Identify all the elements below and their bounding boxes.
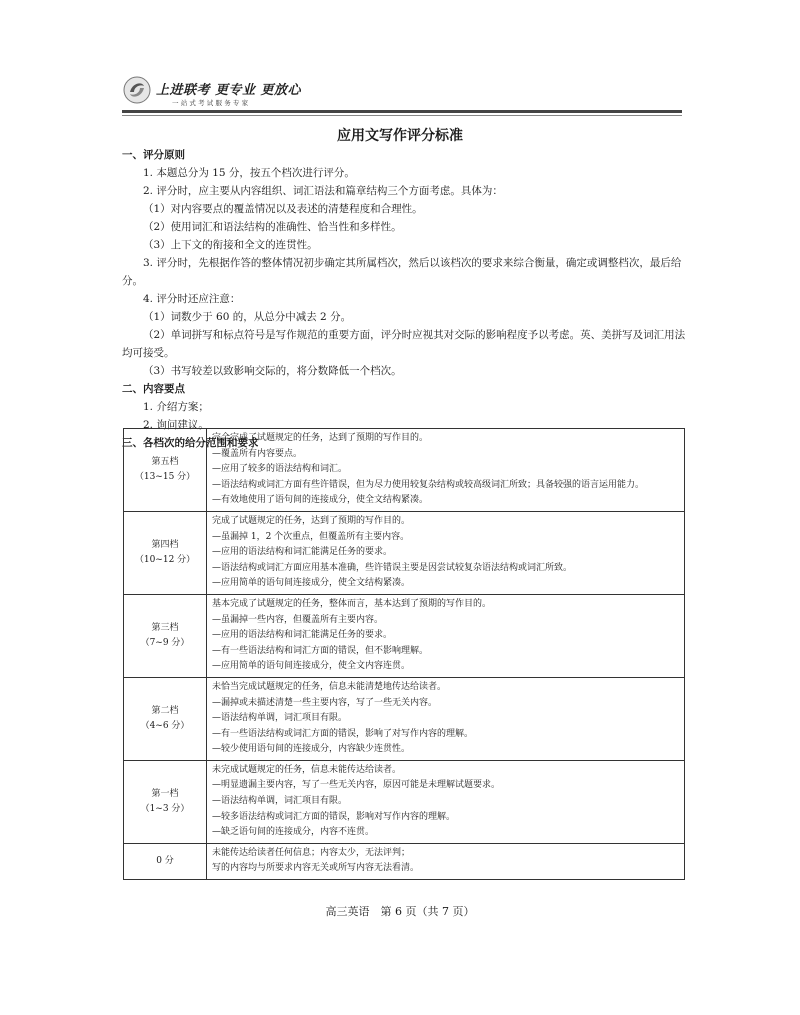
grade-line: —有一些语法结构或词汇方面的错误，影响了对写作内容的理解。 <box>212 728 474 739</box>
header-rule <box>122 110 682 113</box>
grade-line: —有一些语法结构和词汇方面的错误，但不影响理解。 <box>212 645 429 656</box>
content-point: 1. 介绍方案； <box>143 401 209 413</box>
grade-line: —语法结构单调，词汇项目有限。 <box>212 796 348 807</box>
grade-level-cell <box>124 429 207 512</box>
table-row <box>124 760 685 843</box>
grade-description <box>207 594 685 677</box>
grade-line: —缺乏语句间的连接成分，内容不连贯。 <box>212 827 375 838</box>
principle-item: 3. 评分时，先根据作答的整体情况初步确定其所属档次，然后以该档次的要求来综合衡量，确定或调整档次，最后给分。 <box>122 257 682 287</box>
grade-line: 完成了试题规定的任务，达到了预期的写作目的。 <box>212 515 411 526</box>
grade-range: （10~12 分） <box>134 554 196 565</box>
grade-line: —语法结构单调，词汇项目有限。 <box>212 713 348 724</box>
table-row <box>124 511 685 594</box>
table-row <box>124 429 685 512</box>
grade-line: —应用简单的语句间连接成分，使全文内容连贯。 <box>212 661 411 672</box>
grade-description <box>207 429 685 512</box>
grade-description <box>207 677 685 760</box>
principle-item: （2）使用词汇和语法结构的准确性、恰当性和多样性。 <box>143 221 402 233</box>
grade-line: —虽漏掉一些内容，但覆盖所有主要内容。 <box>212 614 384 625</box>
grade-description <box>207 511 685 594</box>
page-title: 应用文写作评分标准 <box>337 128 463 144</box>
grade-level-cell <box>124 843 207 879</box>
grade-line: —覆盖所有内容要点。 <box>212 448 303 459</box>
page-header <box>122 73 682 115</box>
grade-line: —较少使用语句间的连接成分，内容缺少连贯性。 <box>212 744 411 755</box>
table-row <box>124 843 685 879</box>
grade-line: —应用简单的语句间连接成分，使全文结构紧凑。 <box>212 578 411 589</box>
grade-line: 基本完成了试题规定的任务，整体而言，基本达到了预期的写作目的。 <box>212 598 492 609</box>
brand-subtitle: 一站式考试服务专家 <box>172 99 251 107</box>
grade-level-cell <box>124 677 207 760</box>
grade-range: （4~6 分） <box>140 720 190 731</box>
grade-level: 0 分 <box>156 855 174 866</box>
grade-line: —有效地使用了语句间的连接成分，使全文结构紧凑。 <box>212 495 429 506</box>
grade-range: （13~15 分） <box>134 471 196 482</box>
grade-line: 写的内容均与所要求内容无关或所写内容无法看清。 <box>212 863 420 874</box>
table-row <box>124 594 685 677</box>
grade-level: 第五档 <box>151 456 179 467</box>
grade-level: 第一档 <box>151 788 179 799</box>
grade-line: —应用的语法结构和词汇能满足任务的要求。 <box>212 630 393 641</box>
grade-line: 未完成试题规定的任务，信息未能传达给读者。 <box>212 764 402 775</box>
grade-level-cell <box>124 594 207 677</box>
grade-line: —应用的语法结构和词汇能满足任务的要求。 <box>212 547 393 558</box>
grade-range: （7~9 分） <box>140 637 190 648</box>
principle-item: 1. 本题总分为 15 分，按五个档次进行评分。 <box>143 167 355 179</box>
grade-line: —语法结构或词汇方面应用基本准确，些许错误主要是因尝试较复杂语法结构或词汇所致。 <box>212 562 573 573</box>
grade-line: —较多语法结构或词汇方面的错误，影响对写作内容的理解。 <box>212 811 456 822</box>
grade-line: —明显遗漏主要内容，写了一些无关内容，原因可能是未理解试题要求。 <box>212 780 501 791</box>
principle-item: 2. 评分时，应主要从内容组织、词汇语法和篇章结构三个方面考虑。具体为： <box>143 185 503 197</box>
grade-line: 未能传达给读者任何信息；内容太少，无法评判； <box>212 847 411 858</box>
grade-level: 第四档 <box>151 539 179 550</box>
grade-level: 第三档 <box>151 622 179 633</box>
note-item: （2）单词拼写和标点符号是写作规范的重要方面，评分时应视其对交际的影响程度予以考虑。英、美拼写及词汇用法均可接受。 <box>122 329 686 359</box>
grading-table <box>123 428 685 880</box>
note-item: （1）词数少于 60 的，从总分中减去 2 分。 <box>143 311 352 323</box>
grade-line: —虽漏掉 1，2 个次重点，但覆盖所有主要内容。 <box>212 531 410 542</box>
section-heading-1: 一、评分原则 <box>122 149 185 161</box>
principle-item: 4. 评分时还应注意： <box>143 293 241 305</box>
grade-line: —漏掉或未描述清楚一些主要内容，写了一些无关内容。 <box>212 697 438 708</box>
grade-description <box>207 843 685 879</box>
scoring-principles <box>122 146 688 452</box>
grade-level-cell <box>124 760 207 843</box>
section-heading-2: 二、内容要点 <box>122 383 185 395</box>
grade-line: —应用了较多的语法结构和词汇。 <box>212 464 348 475</box>
section-heading-3: 三、各档次的给分范围和要求 <box>122 437 259 449</box>
grade-range: （1~3 分） <box>140 803 190 814</box>
grade-level-cell <box>124 511 207 594</box>
content-point: 2. 询问建议。 <box>143 419 209 431</box>
grade-line: —语法结构或词汇方面有些许错误，但为尽力使用较复杂结构或较高级词汇所致；具备较强的语言运用能力。 <box>212 479 645 490</box>
page-footer: 高三英语 第 6 页（共 7 页） <box>325 905 475 918</box>
principle-item: （1）对内容要点的覆盖情况以及表述的清楚程度和合理性。 <box>143 203 423 215</box>
principle-item: （3）上下文的衔接和全文的连贯性。 <box>143 239 318 251</box>
grade-description <box>207 760 685 843</box>
grade-line: 未恰当完成试题规定的任务，信息未能清楚地传达给读者。 <box>212 681 447 692</box>
logo-icon <box>122 75 152 105</box>
table-row <box>124 677 685 760</box>
grade-line: 完全完成了试题规定的任务，达到了预期的写作目的。 <box>212 433 429 443</box>
note-item: （3）书写较差以致影响交际的，将分数降低一个档次。 <box>143 365 402 377</box>
header-rule-thin <box>122 115 682 116</box>
grade-level: 第二档 <box>151 705 179 716</box>
brand-slogan: 上进联考 更专业 更放心 <box>156 83 302 98</box>
